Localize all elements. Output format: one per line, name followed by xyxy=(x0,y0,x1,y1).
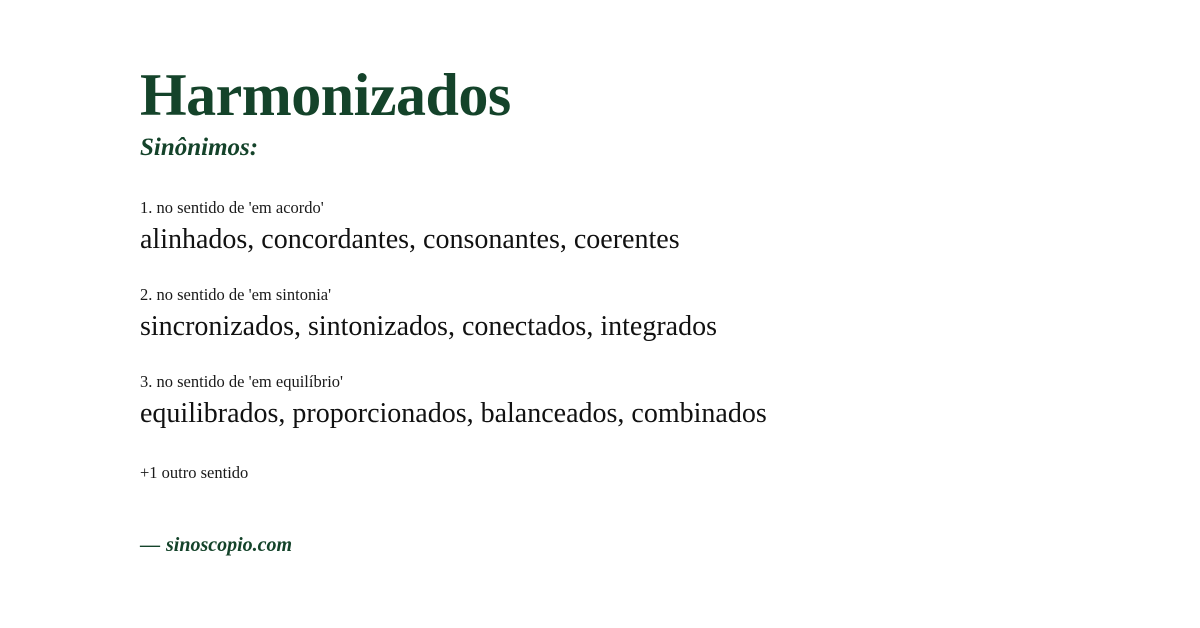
section-subtitle: Sinônimos: xyxy=(140,134,259,161)
sense-label: 3. no sentido de 'em equilíbrio' xyxy=(140,371,343,391)
sense-label: 2. no sentido de 'em sintonia' xyxy=(140,284,332,304)
sense-item xyxy=(140,196,1140,259)
sense-synonyms: alinhados, concordantes, consonantes, coerentes xyxy=(140,224,680,256)
sense-item xyxy=(140,370,1140,433)
page-title: Harmonizados xyxy=(140,62,511,128)
sense-synonyms: sincronizados, sintonizados, conectados, integrados xyxy=(140,310,717,342)
senses-list xyxy=(140,196,1140,457)
dash-separator: — xyxy=(140,534,160,556)
more-senses-note: +1 outro sentido xyxy=(140,463,249,482)
sense-item xyxy=(140,283,1140,346)
sense-label: 1. no sentido de 'em acordo' xyxy=(140,198,324,217)
source-name: sinoscopio.com xyxy=(166,534,293,556)
source-attribution xyxy=(140,534,292,557)
sense-synonyms: equilibrados, proporcionados, balanceados, combinados xyxy=(140,397,767,429)
